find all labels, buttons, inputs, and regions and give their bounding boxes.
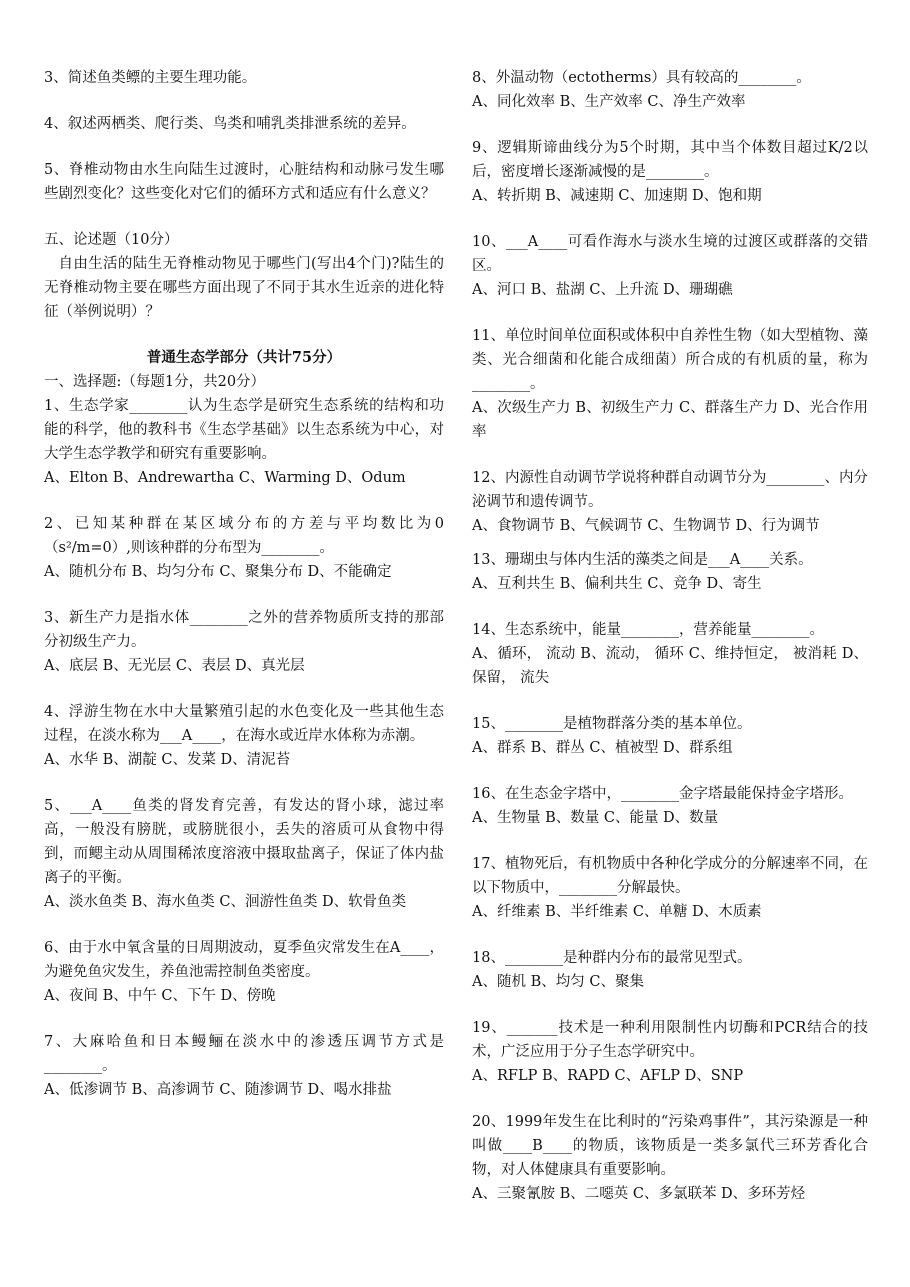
ecology-question-9 <box>472 136 868 208</box>
question-options: A、随机 B、均匀 C、聚集 <box>472 974 644 990</box>
question-left-3 <box>44 66 444 90</box>
question-text: 20、1999年发生在比利时的“污染鸡事件”，其污染源是一种叫做____B____的物质，该物质是一类多氯代三环芳香化合物，对人体健康具有重要影响。 <box>472 1114 868 1178</box>
question-options: A、纤维素 B、半纤维素 C、单糖 D、木质素 <box>472 904 762 920</box>
question-options: A、次级生产力 B、初级生产力 C、群落生产力 D、光合作用率 <box>472 400 868 440</box>
question-options: A、河口 B、盐湖 C、上升流 D、珊瑚礁 <box>472 282 733 298</box>
ecology-question-13 <box>472 548 868 596</box>
ecology-section-title: 普通生态学部分（共计75分） <box>146 349 342 366</box>
ecology-question-8 <box>472 66 868 114</box>
question-text: 3、新生产力是指水体________之外的营养物质所支持的那部分初级生产力。 <box>44 610 444 650</box>
essay-title: 五、论述题（10分） <box>44 232 179 248</box>
question-options: A、转折期 B、减速期 C、加速期 D、饱和期 <box>472 188 762 204</box>
question-text: 15、________是植物群落分类的基本单位。 <box>472 716 752 732</box>
ecology-question-20 <box>472 1110 868 1206</box>
question-text: 9、逻辑斯谛曲线分为5个时期，其中当个体数目超过K/2以后，密度增长逐渐减慢的是________。 <box>472 140 868 180</box>
question-text: 5、脊椎动物由水生向陆生过渡时，心脏结构和动脉弓发生哪些剧烈变化？这些变化对它们的循环方式和适应有什么意义？ <box>44 162 444 202</box>
ecology-question-16 <box>472 782 868 830</box>
question-text: 5、___A____鱼类的肾发育完善，有发达的肾小球，滤过率高，一般没有膀胱，或膀胱很小，丢失的溶质可从食物中得到，而鳃主动从周围稀浓度溶液中摄取盐离子，保证了体内盐离子的平衡。 <box>44 798 444 886</box>
ecology-question-12 <box>472 466 868 538</box>
question-left-5 <box>44 158 444 206</box>
essay-section <box>44 228 444 324</box>
ecology-question-15 <box>472 712 868 760</box>
ecology-question-7 <box>44 1030 444 1102</box>
question-left-4 <box>44 112 444 136</box>
question-options: A、食物调节 B、气候调节 C、生物调节 D、行为调节 <box>472 518 820 534</box>
question-text: 8、外温动物（ectotherms）具有较高的________。 <box>472 70 811 86</box>
question-text: 12、内源性自动调节学说将种群自动调节分为________、内分泌调节和遗传调节。 <box>472 470 868 510</box>
left-column <box>44 66 444 1124</box>
question-options: A、淡水鱼类 B、海水鱼类 C、洄游性鱼类 D、软骨鱼类 <box>44 894 407 910</box>
question-text: 4、浮游生物在水中大量繁殖引起的水色变化及一些其他生态过程，在淡水称为___A____，在海水或近岸水体称为赤潮。 <box>44 704 444 744</box>
question-text: 2、已知某种群在某区域分布的方差与平均数比为0（s²/m=0）,则该种群的分布型为________。 <box>44 516 444 556</box>
ecology-question-4 <box>44 700 444 772</box>
ecology-question-14 <box>472 618 868 690</box>
question-text: 6、由于水中氧含量的日周期波动，夏季鱼灾常发生在A____，为避免鱼灾发生，养鱼池需控制鱼类密度。 <box>44 940 444 980</box>
question-options: A、同化效率 B、生产效率 C、净生产效率 <box>472 94 746 110</box>
ecology-question-1 <box>44 394 444 490</box>
question-options: A、水华 B、湖靛 C、发菜 D、清泥苔 <box>44 752 291 768</box>
question-text: 1、生态学家________认为生态学是研究生态系统的结构和功能的科学，他的教科书《生态学基础》以生态系统为中心，对大学生态学教学和研究有重要影响。 <box>44 398 444 462</box>
ecology-question-2 <box>44 512 444 584</box>
question-text: 11、单位时间单位面积或体积中自养性生物（如大型植物、藻类、光合细菌和化能合成细菌）所合成的有机质的量，称为________。 <box>472 328 868 392</box>
ecology-question-5 <box>44 794 444 914</box>
question-text: 19、_______技术是一种利用限制性内切酶和PCR结合的技术，广泛应用于分子生态学研究中。 <box>472 1020 868 1060</box>
question-text: 17、植物死后，有机物质中各种化学成分的分解速率不同，在以下物质中，________分解最快。 <box>472 856 868 896</box>
choice-section-title: 一、选择题:（每题1分，共20分） <box>44 374 266 390</box>
question-options: A、互利共生 B、偏利共生 C、竞争 D、寄生 <box>472 576 762 592</box>
ecology-question-11 <box>472 324 868 444</box>
question-options: A、生物量 B、数量 C、能量 D、数量 <box>472 810 719 826</box>
question-options: A、夜间 B、中午 C、下午 D、傍晚 <box>44 988 276 1004</box>
ecology-question-17 <box>472 852 868 924</box>
ecology-question-19 <box>472 1016 868 1088</box>
question-text: 7、大麻哈鱼和日本鳗鲡在淡水中的渗透压调节方式是________。 <box>44 1034 444 1074</box>
question-text: 4、叙述两栖类、爬行类、鸟类和哺乳类排泄系统的差异。 <box>44 116 416 132</box>
question-text: 13、珊瑚虫与体内生活的藻类之间是___A____关系。 <box>472 552 813 568</box>
question-text: 3、简述鱼类鳔的主要生理功能。 <box>44 70 257 86</box>
essay-text: 自由生活的陆生无脊椎动物见于哪些门(写出4个门)?陆生的无脊椎动物主要在哪些方面出现了不同于其水生近亲的进化特征（举例说明）？ <box>44 256 444 320</box>
question-text: 14、生态系统中，能量________，营养能量________。 <box>472 622 824 638</box>
ecology-question-6 <box>44 936 444 1008</box>
question-options: A、RFLP B、RAPD C、AFLP D、SNP <box>472 1068 744 1084</box>
question-options: A、底层 B、无光层 C、表层 D、真光层 <box>44 658 305 674</box>
question-options: A、循环， 流动 B、流动， 循环 C、维持恒定， 被消耗 D、保留， 流失 <box>472 646 868 686</box>
right-column <box>472 66 868 1228</box>
question-options: A、Elton B、Andrewartha C、Warming D、Odum <box>44 470 406 486</box>
question-options: A、三聚氰胺 B、二噁英 C、多氯联苯 D、多环芳烃 <box>472 1186 806 1202</box>
question-text: 16、在生态金字塔中，________金字塔最能保持金字塔形。 <box>472 786 853 802</box>
ecology-question-18 <box>472 946 868 994</box>
ecology-question-3 <box>44 606 444 678</box>
question-text: 10、___A____可看作海水与淡水生境的过渡区或群落的交错区。 <box>472 234 868 274</box>
question-options: A、群系 B、群丛 C、植被型 D、群系组 <box>472 740 733 756</box>
question-options: A、随机分布 B、均匀分布 C、聚集分布 D、不能确定 <box>44 564 392 580</box>
question-options: A、低渗调节 B、高渗调节 C、随渗调节 D、喝水排盐 <box>44 1082 392 1098</box>
ecology-question-10 <box>472 230 868 302</box>
question-text: 18、________是种群内分布的最常见型式。 <box>472 950 752 966</box>
